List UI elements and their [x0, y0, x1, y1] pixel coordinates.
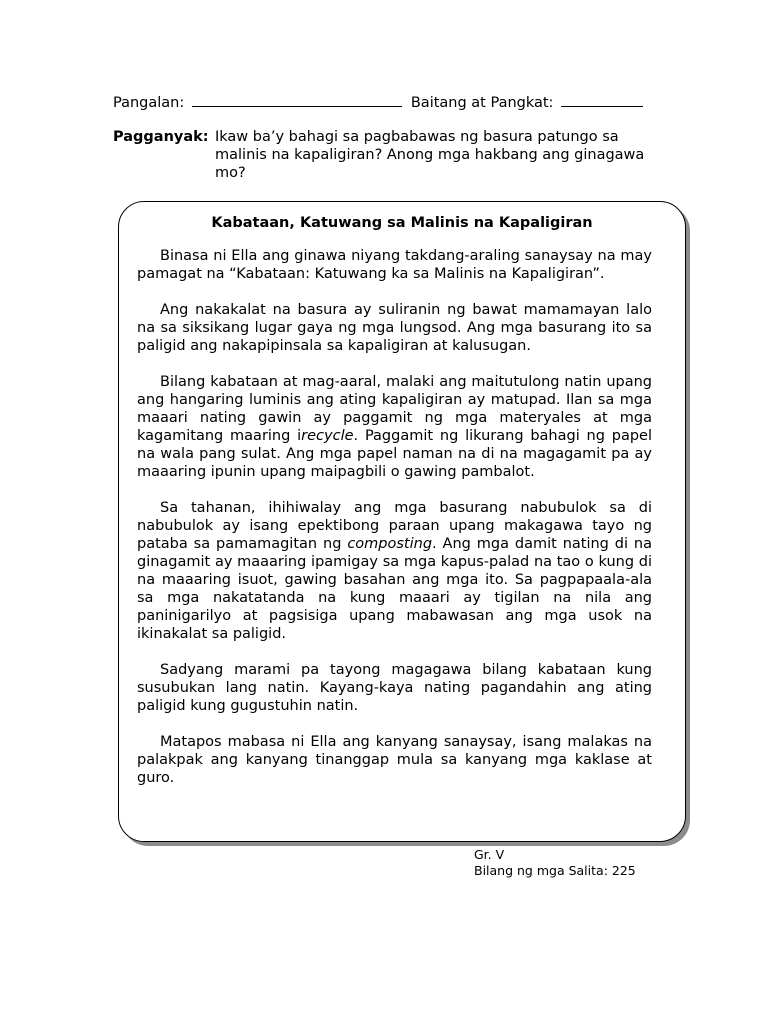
- grade-level-label: Gr. V: [474, 847, 505, 862]
- passage-paragraph: [137, 301, 652, 355]
- motivation-label: Pagganyak:: [113, 129, 209, 145]
- passage-paragraph: [137, 661, 652, 715]
- passage-title: Kabataan, Katuwang sa Malinis na Kapaligiran: [211, 215, 593, 231]
- paragraph-text: Binasa ni Ella ang ginawa niyang takdang-araling sanaysay na may pamagat na “Kabataan: Katuwang ka sa Malinis na Kapaligiran”.: [137, 248, 652, 282]
- name-label: Pangalan:: [113, 95, 185, 111]
- passage-paragraph: [137, 733, 652, 787]
- reading-passage-box: [118, 201, 686, 842]
- paragraph-text: Sadyang marami pa tayong magagawa bilang kabataan kung susubukan lang natin. Kayang-kaya nating pagandahin ang ating paligid kung gugustuhin natin.: [137, 662, 652, 714]
- italic-term: composting: [347, 536, 433, 552]
- name-blank-field[interactable]: [192, 92, 402, 107]
- motivation-section: [113, 128, 673, 182]
- student-info-line: [113, 92, 643, 111]
- paragraph-text: . Ang mga damit nating di na ginagamit ay maaaring ipamigay sa mga kapus-palad na tao o kung di na maaaring isuot, gawing basahan ang mga ito. Sa pagpapaala-ala sa mga nakatatanda na kung maaari ay tigilan na nila ang paninigarilyo at pagsisiga upang mabawasan ang mga usok na ikinakalat sa paligid.: [137, 536, 653, 642]
- paragraph-text: . Paggamit ng likurang bahagi ng papel na wala pang sulat. Ang mga papel naman na di na magagamit pa ay maaaring ipunin upang maipagbili o gawing pambalot.: [137, 428, 652, 480]
- grade-section-label: Baitang at Pangkat:: [410, 95, 554, 111]
- paragraph-text: Ang nakakalat na basura ay suliranin ng bawat mamamayan lalo na sa siksikang lugar gaya ng mga lungsod. Ang mga basurang ito sa paligid ang nakapipinsala sa kapaligiran at kalusugan.: [137, 302, 652, 354]
- passage-paragraph: [137, 373, 652, 481]
- word-count-label: Bilang ng mga Salita: 225: [474, 863, 636, 878]
- passage-body: [119, 247, 685, 787]
- motivation-question: Ikaw ba’y bahagi sa pagbabawas ng basura patungo sa malinis na kapaligiran? Anong mga hakbang ang ginagawa mo?: [215, 129, 645, 181]
- passage-paragraph: [137, 247, 652, 283]
- passage-paragraph: [137, 499, 652, 643]
- paragraph-text: Sa tahanan, ihihiwalay ang mga basurang nabubulok sa di nabubulok ay isang epektibong paraan upang makagawa tayo ng pataba sa pamamagitan ng: [137, 500, 652, 552]
- paragraph-text: Bilang kabataan at mag-aaral, malaki ang maitutulong natin upang ang hangaring luminis ang ating kapaligiran ay matupad. Ilan sa mga maaari nating gawin ay paggamit ng mga materyales at mga kagamitang maaring i: [137, 374, 652, 444]
- italic-term: recycle: [301, 428, 354, 444]
- paragraph-text: Matapos mabasa ni Ella ang kanyang sanaysay, isang malakas na palakpak ang kanyang tinanggap mula sa kanyang mga kaklase at guro.: [137, 734, 652, 786]
- passage-footer: [474, 847, 636, 879]
- grade-section-blank-field[interactable]: [561, 92, 643, 107]
